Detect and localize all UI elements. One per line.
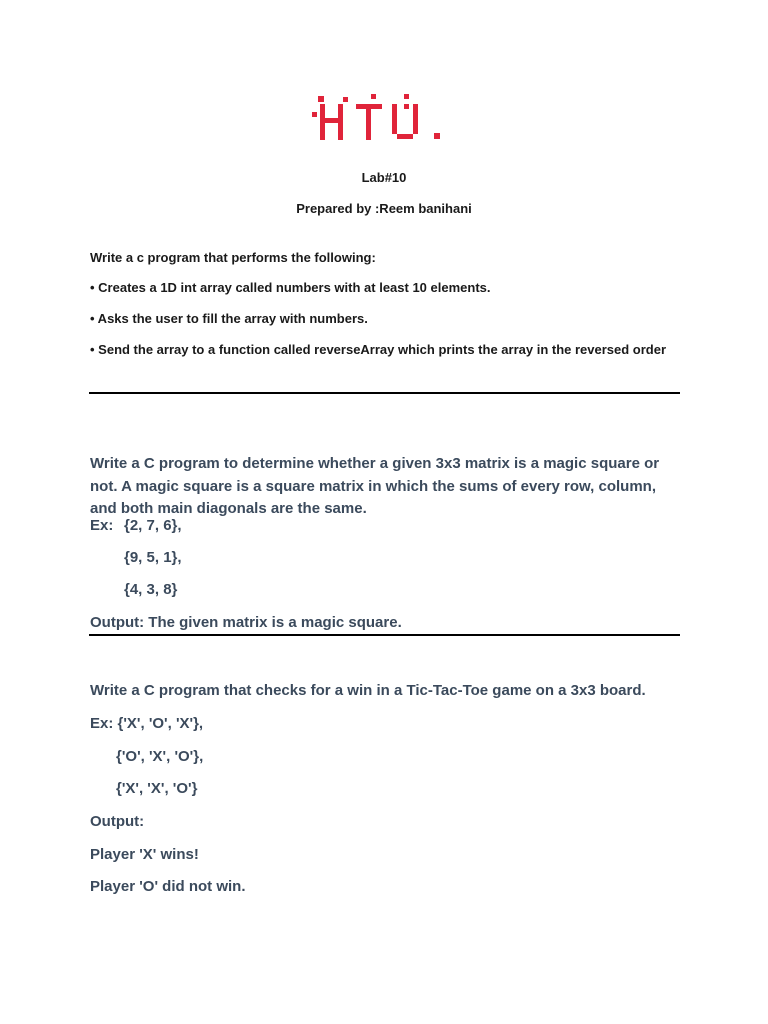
section2-example-row-2: {9, 5, 1},: [124, 549, 182, 566]
section1-intro: Write a c program that performs the following:: [90, 250, 376, 265]
section2-example-row-1: {2, 7, 6},: [124, 517, 182, 534]
divider-2: [89, 634, 680, 636]
section3-output-line-2: Player 'O' did not win.: [90, 878, 246, 895]
section2-prompt: Write a C program to determine whether a given 3x3 matrix is a magic square or not. A magic square is a square matrix in which the sums of every row, column, and both main diagonals are the same.: [90, 455, 660, 517]
section2-example-row-3: {4, 3, 8}: [124, 581, 178, 598]
section3-example-row-2: {'O', 'X', 'O'},: [116, 748, 204, 765]
section1-bullet-1: • Creates a 1D int array called numbers with at least 10 elements.: [90, 280, 491, 295]
htu-logo: [312, 92, 452, 149]
prepared-by: Prepared by :Reem banihani: [296, 201, 472, 216]
divider-1: [89, 392, 680, 394]
section1-bullet-3: • Send the array to a function called reverseArray which prints the array in the reversed order: [90, 342, 667, 357]
section1-bullet-2: • Asks the user to fill the array with numbers.: [90, 311, 368, 326]
section2-output: Output: The given matrix is a magic square.: [90, 614, 402, 631]
lab-title: Lab#10: [361, 170, 407, 185]
section3-example-row-1: Ex: {'X', 'O', 'X'},: [90, 715, 204, 732]
section3-output-label: Output:: [90, 813, 145, 830]
section3-example-row-3: {'X', 'X', 'O'}: [116, 780, 198, 797]
section3-output-line-1: Player 'X' wins!: [90, 846, 199, 863]
htu-logo-mark: [312, 92, 452, 144]
section3-prompt: Write a C program that checks for a win in a Tic-Tac-Toe game on a 3x3 board.: [90, 682, 646, 699]
section2-example-label: Ex:: [90, 517, 114, 534]
